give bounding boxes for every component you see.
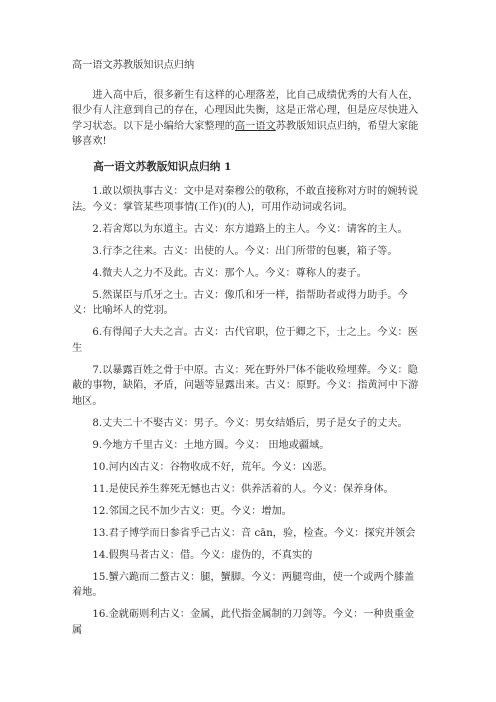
list-item: 5.然谋臣与爪牙之士。古义：像爪和牙一样，指帮助者或得力助手。今义：比喻坏人的党羽。 — [72, 289, 408, 316]
intro-paragraph — [72, 88, 424, 150]
intro-link[interactable]: 高一语文 — [235, 120, 276, 132]
list-item: 7.以暴露百姓之骨于中原。古义：死在野外尸体不能收殓埋葬。今义：隐蔽的事物，缺陷，矛盾，问题等显露出来。古义：原野。今义：指黄河中下游地区。 — [72, 364, 419, 407]
list-item: 6.有得闻子大夫之言。古义：古代官职，位于卿之下，士之上。今义：医生 — [72, 327, 418, 354]
list-item: 9.今地方千里古义：土地方圆。今义： 田地或疆域。 — [92, 439, 330, 451]
document-title: 高一语文苏教版知识点归纳 — [72, 60, 195, 71]
list-item: 16.金就砺则利古义：金属，此代指金属制的刀剑等。今义：一种贵重金属 — [72, 609, 415, 636]
intro-text-end: 苏教版知识点归纳，希望大家能够喜欢! — [72, 120, 419, 147]
section-heading: 高一语文苏教版知识点归纳 1 — [93, 160, 232, 173]
list-item: 15.蟹六跪而二螯古义：腿，蟹脚。今义：两腿弯曲，使一个或两个膝盖着地。 — [72, 571, 415, 598]
list-item: 2.若舍郑以为东道主。古义：东方道路上的主人。今义：请客的主人。 — [92, 223, 408, 235]
intro-text: 进入高中后，很多新生有这样的心理落差，比自己成绩优秀的大有人在，很少有人注意到自己的存在，心理因此失衡，这是正常心理，但是应尽快进入学习状态。以下是小编给大家整理的 — [72, 89, 419, 132]
knowledge-list — [72, 184, 424, 638]
list-item: 4.微夫人之力不及此。古义：那个人。今义：尊称人的妻子。 — [92, 267, 367, 279]
list-item: 3.行李之往来。古义：出使的人。今义：出门所带的包裹，箱子等。 — [92, 245, 398, 257]
list-item: 11.是使民养生葬死无憾也古义：供养活着的人。今义：保养身体。 — [92, 483, 394, 495]
list-item: 12.邻国之民不加少古义：更。今义：增加。 — [92, 505, 292, 517]
list-item: 8.丈夫二十不娶古义：男子。今义：男女结婚后，男子是女子的丈夫。 — [92, 417, 408, 429]
list-item: 14.假舆马者古义：借。今义：虚伪的，不真实的 — [92, 549, 313, 561]
list-item: 1.敢以烦执事古义：文中是对秦穆公的敬称，不敢直接称对方时的婉转说法。今义：掌管某些项事情(工作)(的人)，可用作动词或名词。 — [72, 186, 418, 213]
list-item: 10.河内凶古义：谷物收成不好，荒年。今义：凶恶。 — [92, 461, 333, 473]
list-item: 13.君子博学而日参省乎己古义：音 cān，验，检查。今义：探究并领会 — [92, 527, 416, 539]
